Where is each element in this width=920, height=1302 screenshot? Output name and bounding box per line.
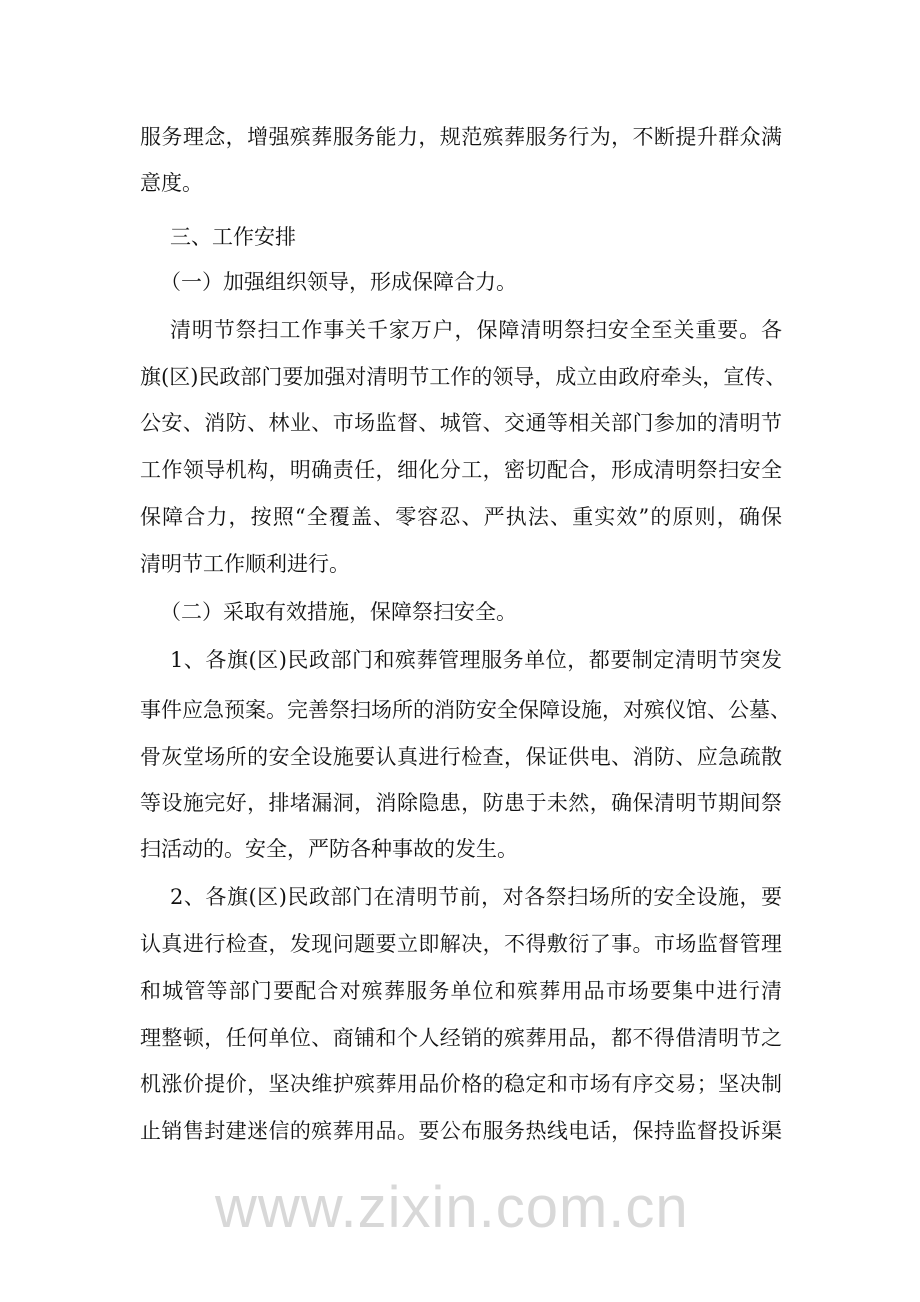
paragraph-line: 保障合力，按照“全覆盖、零容忍、严执法、重实效”的原则，确保	[140, 505, 782, 529]
paragraph-line: 意度。	[140, 171, 203, 195]
paragraph-line: 止销售封建迷信的殡葬用品。要公布服务热线电话，保持监督投诉渠	[140, 1119, 782, 1143]
paragraph-line: 骨灰堂场所的安全设施要认真进行检查，保证供电、消防、应急疏散	[140, 745, 782, 769]
paragraph-line: 机涨价提价，坚决维护殡葬用品价格的稳定和市场有序交易；坚决制	[140, 1072, 782, 1096]
paragraph-line: 旗(区)民政部门要加强对清明节工作的领导，成立由政府牵头，宣传、	[140, 365, 787, 389]
paragraph-line: 工作领导机构，明确责任，细化分工，密切配合，形成清明祭扫安全	[140, 458, 782, 482]
subsection-heading: （一）加强组织领导，形成保障合力。	[160, 270, 517, 294]
paragraph-line: 2、各旗(区)民政部门在清明节前，对各祭扫场所的安全设施，要	[170, 885, 782, 909]
paragraph-line: 公安、消防、林业、市场监督、城管、交通等相关部门参加的清明节	[140, 411, 782, 435]
section-heading: 三、工作安排	[170, 225, 296, 249]
paragraph-line: 等设施完好，排堵漏洞，消除隐患，防患于未然，确保清明节期间祭	[140, 791, 782, 815]
subsection-heading: （二）采取有效措施，保障祭扫安全。	[160, 600, 517, 624]
paragraph-line: 清明节工作顺利进行。	[140, 552, 350, 576]
paragraph-line: 认真进行检查，发现问题要立即解决，不得敷衍了事。市场监督管理	[140, 932, 782, 956]
paragraph-line: 扫活动的。安全，严防各种事故的发生。	[140, 837, 518, 861]
paragraph-line: 理整顿，任何单位、商铺和个人经销的殡葬用品，都不得借清明节之	[140, 1026, 782, 1050]
paragraph-line: 1、各旗(区)民政部门和殡葬管理服务单位，都要制定清明节突发	[170, 648, 782, 672]
watermark: www.zixin.com.cn	[215, 1175, 689, 1240]
paragraph-line: 事件应急预案。完善祭扫场所的消防安全保障设施，对殡仪馆、公墓、	[140, 698, 791, 722]
paragraph-line: 服务理念，增强殡葬服务能力，规范殡葬服务行为，不断提升群众满	[140, 125, 782, 149]
paragraph-line: 清明节祭扫工作事关千家万户，保障清明祭扫安全至关重要。各	[170, 318, 782, 342]
paragraph-line: 和城管等部门要配合对殡葬服务单位和殡葬用品市场要集中进行清	[140, 979, 782, 1003]
